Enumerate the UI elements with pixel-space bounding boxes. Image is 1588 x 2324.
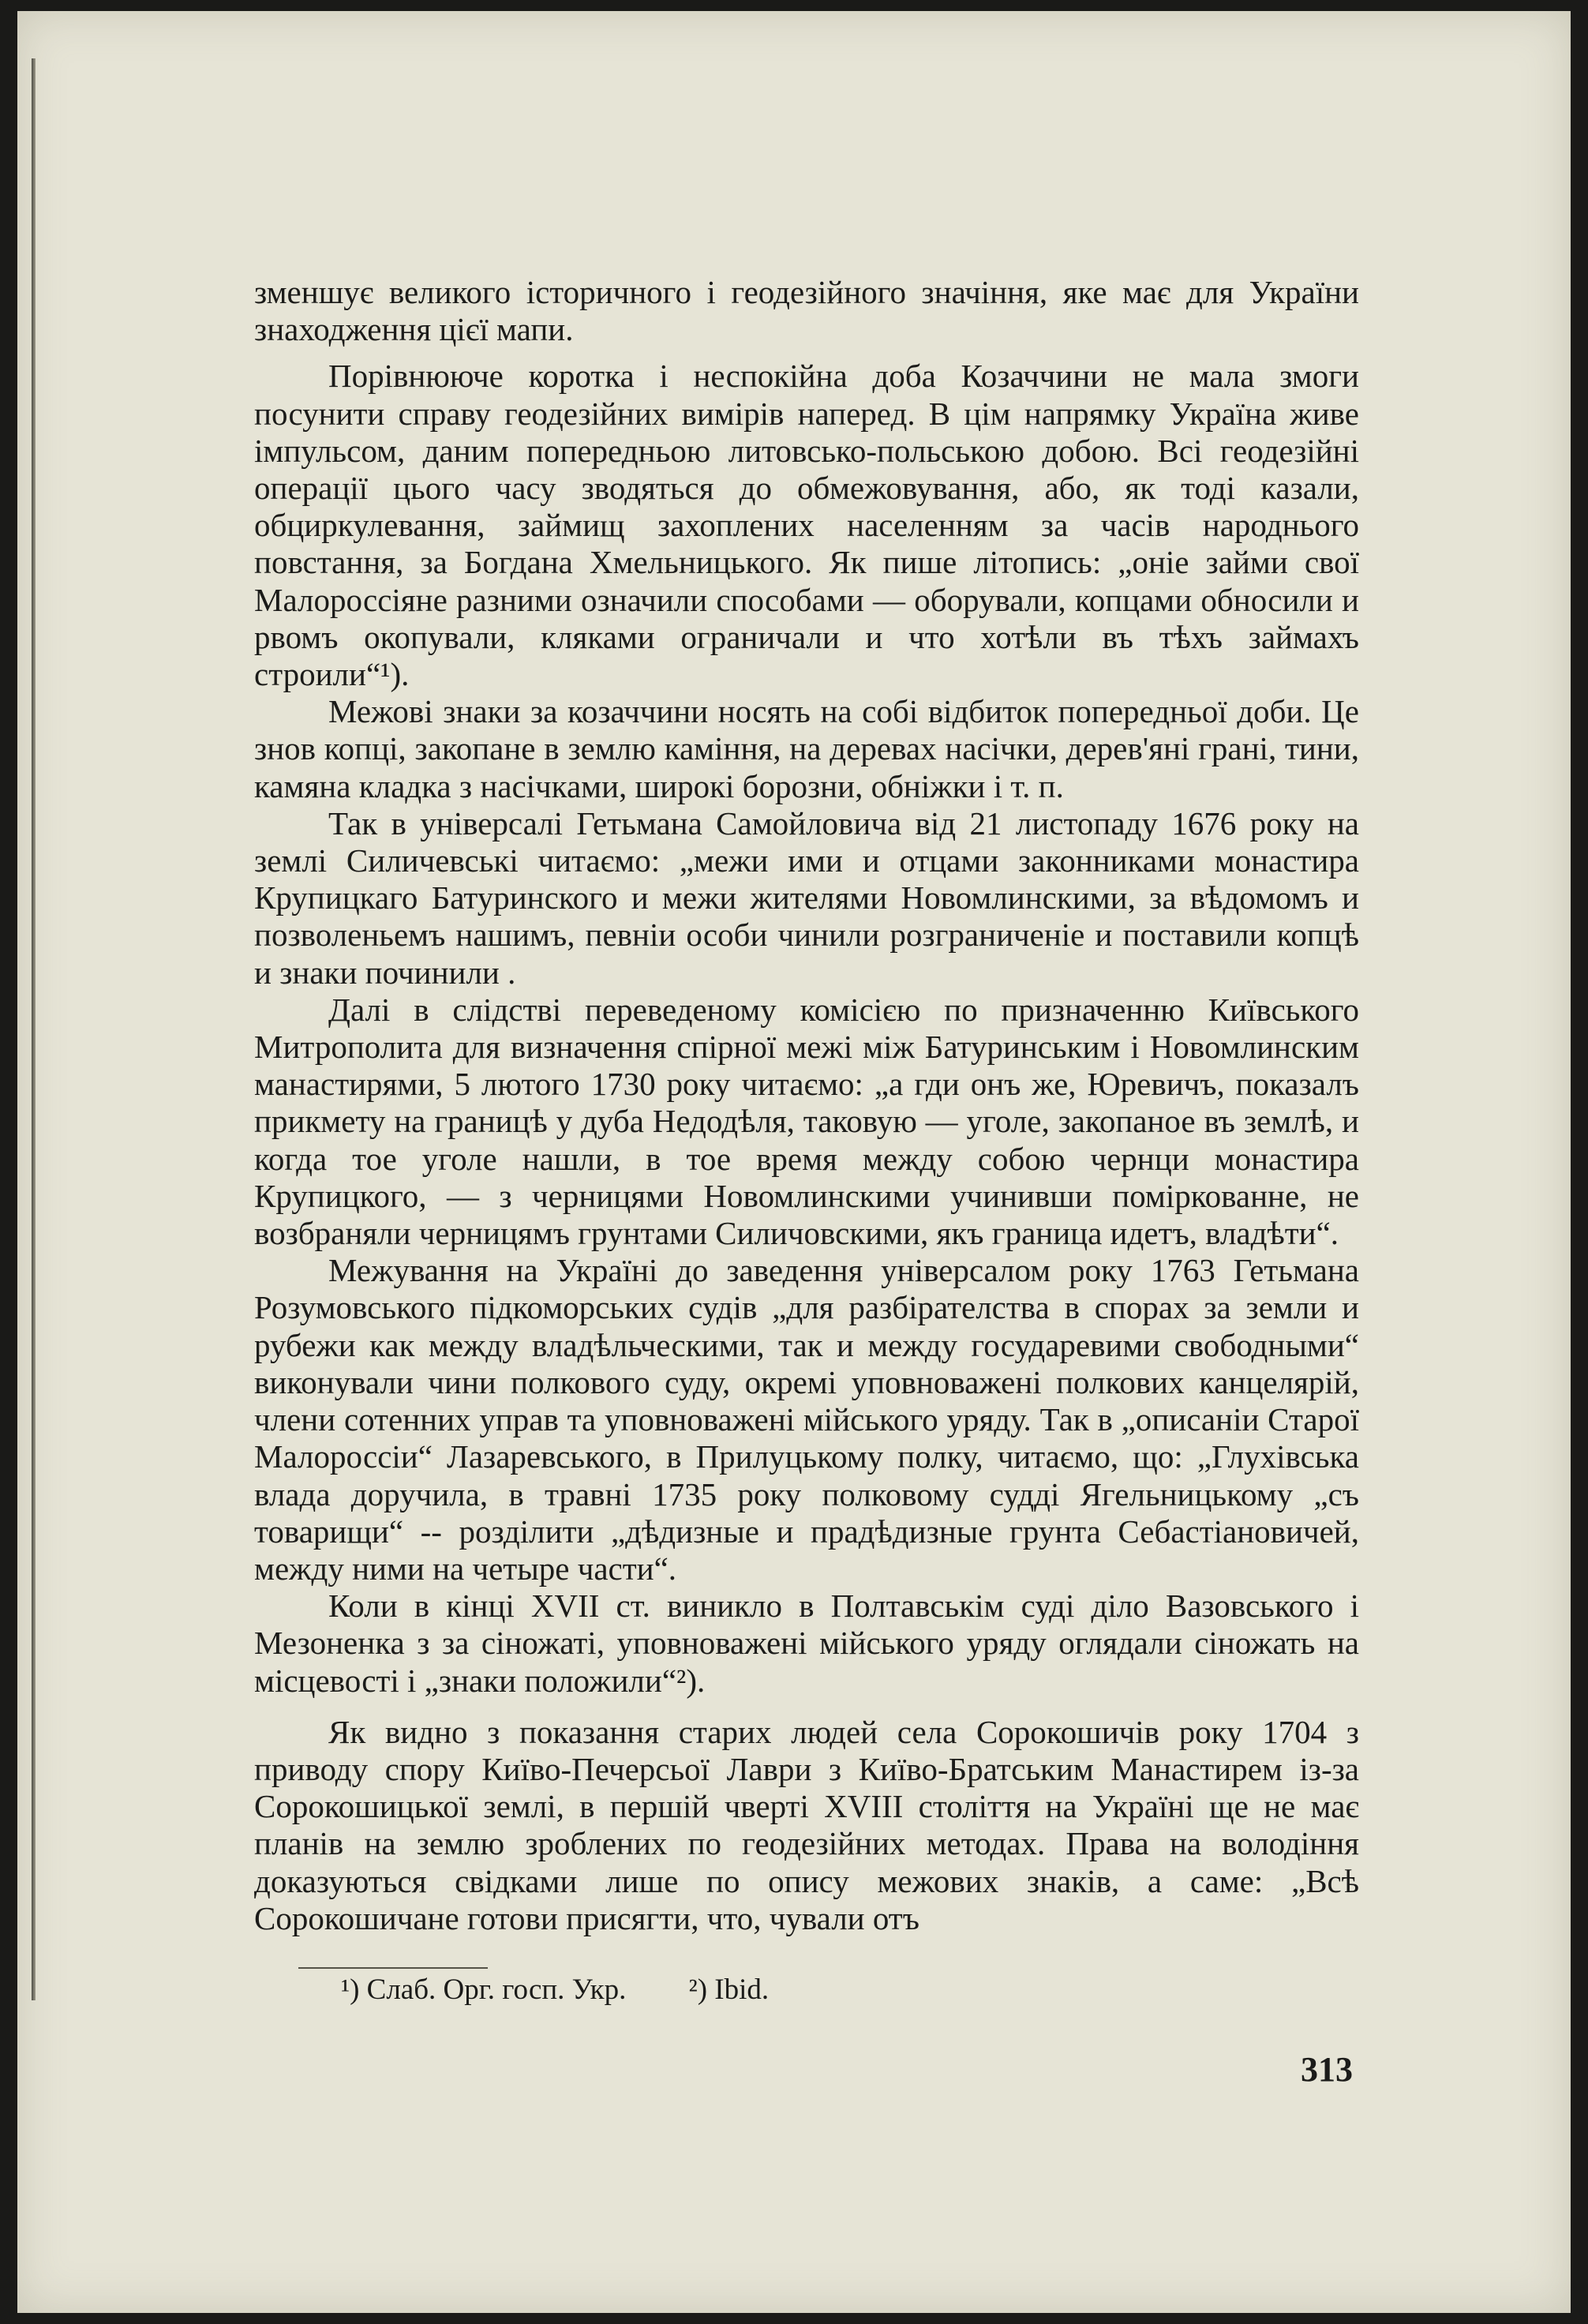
- paragraph-3: Межові знаки за козаччини носять на собі відбиток попередньої доби. Це знов копці, закопане в землю каміння, на деревах насічки, дерев'яні грані, тини, камяна кладка з насічками, широкі борозни, обніжки і т. п.: [254, 693, 1359, 804]
- footnote-1: ¹) Слаб. Орг. госп. Укр.: [341, 1974, 627, 2006]
- paragraph-6: Межування на Україні до заведення універсалом року 1763 Гетьмана Розумовського підкоморських судів „для разбірателства в спорах за земли и рубежи как между владѣльческими, так и между государевими свободными“ виконували чини полкового суду, окремі уповноважені полкових канцелярій, члени сотенних управ та уповноважені мійського уряду. Так в „описаніи Старої Малороссіи“ Лазаревського, в Прилуцькому полку, читаємо, що: „Глухівська влада доручила, в травні 1735 року полковому судді Ягельницькому „съ товарищи“ -- розділити „дѣдизные и прадѣдизные грунта Себастіановичей, между ними на четыре части“.: [254, 1252, 1359, 1587]
- paragraph-8: Як видно з показання старих людей села Сорокошичів року 1704 з приводу спору Київо-Печерсьої Лаври з Київо-Братським Манастирем із-за Сорокошицької землі, в першій чверті XVIII століття на Україні ще не має планів на землю зроблених по геодезійних методах. Права на володіння доказуються свідками лише по опису межових знаків, а саме: „Всѣ Сорокошичане готови присягти, что, чували отъ: [254, 1713, 1359, 1936]
- book-page: [17, 11, 1571, 2313]
- body-text: [254, 274, 1359, 1937]
- paragraph-2: Порівнююче коротка і неспокійна доба Козаччини не мала змоги посунити справу геодезійних вимірів наперед. В цім напрямку Україна живе імпульсом, даним попередньою литовсько-польською добою. Всі геодезійні операції цього часу зводяться до обмежовування, або, як тоді казали, обциркулевання, займищ захоплених населенням за часів народнього повстання, за Богдана Хмельницького. Як пише літопись: „оніе займи свої Малороссіяне разними означили способами — оборували, копцами обносили и рвомъ окопували, кляками ограничали и что хотѣли въ тѣхъ займахъ строили“¹).: [254, 358, 1359, 693]
- paragraph-7: Коли в кінці XVII ст. виникло в Полтавськім суді діло Вазовського і Мезоненка з за сіножаті, уповноважені мійського уряду оглядали сіножать на місцевості і „знаки положили“²).: [254, 1587, 1359, 1699]
- paragraph-5: Далі в слідстві переведеному комісією по призначенню Київського Митрополита для визначення спірної межі між Батуринським і Новомлинским манастирями, 5 лютого 1730 року читаємо: „а гди онъ же, Юревичъ, показалъ прикмету на границѣ у дуба Недодѣля, таковую — уголе, закопаное въ землѣ, и когда тое уголе нашли, в тое время между собою чернци монастира Крупицкого, — з черницями Новомлинскими учинивши поміркованне, не возбраняли черницямъ грунтами Силичовскими, якъ граница идетъ, владѣти“.: [254, 991, 1359, 1252]
- page-number: 313: [1301, 2050, 1353, 2089]
- binding-shadow: [32, 58, 36, 2000]
- footnotes: [341, 1973, 824, 2007]
- footnote-2: ²) Ibid.: [688, 1974, 770, 2006]
- paragraph-4: Так в універсалі Гетьмана Самойловича від 21 листопаду 1676 року на землі Силичевські читаємо: „межи ими и отцами законниками монастира Крупицкаго Батуринского и межи жителями Новомлинскими, за вѣдомомъ и позволеньемъ нашимъ, певніи особи чинили розграниченіе и поставили копцѣ и знаки починили .: [254, 804, 1359, 991]
- paragraph-1: зменшує великого історичного і геодезійного значіння, яке має для України знаходження цієї мапи.: [254, 274, 1359, 348]
- footnote-divider: [298, 1967, 488, 1969]
